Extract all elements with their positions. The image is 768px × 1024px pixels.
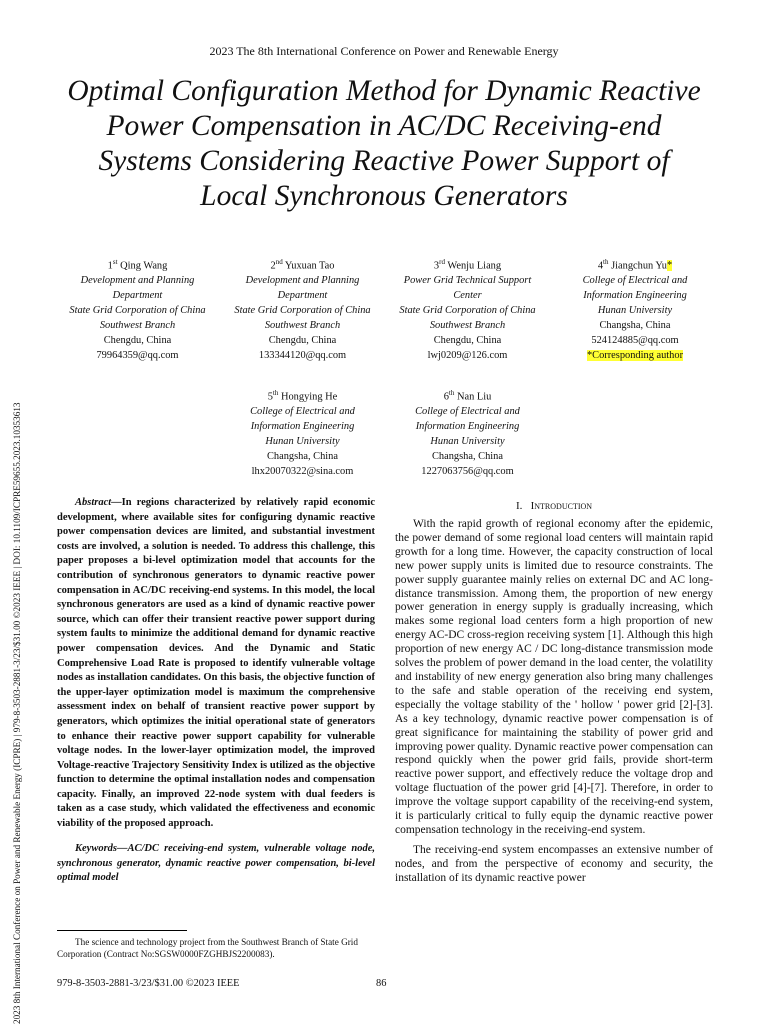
- title-line: Power Compensation in AC/DC Receiving-end: [106, 110, 662, 142]
- author-affiliation: Development and Planning: [245, 275, 360, 287]
- paper-title: [40, 74, 728, 214]
- author-block: [385, 386, 550, 479]
- author-organization: State Grid Corporation of China: [234, 305, 371, 317]
- section-heading: [395, 500, 713, 512]
- page-number: 86: [376, 978, 387, 989]
- author-block: [385, 255, 550, 363]
- author-organization: Hunan University: [430, 436, 505, 448]
- author-city: Chengdu, China: [433, 335, 502, 347]
- keywords-text: —AC/DC receiving-end system, vulnerable voltage node, synchronous generator, dynamic reactive power compensation, bi-level optimal model: [57, 843, 375, 884]
- author-name: 1st Qing Wang: [107, 258, 168, 272]
- footnote: [57, 936, 375, 960]
- author-organization: Southwest Branch: [429, 320, 506, 332]
- section-title: Introduction: [530, 500, 593, 512]
- author-name: 6th Nan Liu: [443, 389, 492, 403]
- section-number: I.: [515, 500, 523, 512]
- footnote-text: The science and technology project from the Southwest Branch of State Grid Corporation (Contract No:SGSW0000FZGHBJS2200083).: [57, 937, 358, 959]
- author-name: 2nd Yuxuan Tao: [270, 258, 335, 272]
- keywords-label: Keywords: [75, 843, 117, 854]
- copyright-line: 979-8-3503-2881-3/23/$31.00 ©2023 IEEE: [57, 978, 240, 989]
- abstract: [57, 496, 375, 832]
- author-affiliation: Information Engineering: [415, 421, 520, 433]
- author-affiliation: Center: [453, 290, 482, 302]
- author-affiliation: Department: [112, 290, 163, 302]
- corresponding-author-note: *Corresponding author: [586, 350, 684, 362]
- title-line: Systems Considering Reactive Power Support of: [98, 145, 670, 177]
- body-paragraph: With the rapid growth of regional economy after the epidemic, the power demand of some regional load centers will maintain rapid growth for a long time. However, the capacity construction of local new power supply units is limited due to resource constraints. The power supply guarantee mainly relies on external DC and AC long-distance transmission. Among them, the proportion of new energy power generation in energy supply is gradually increasing, which makes some regional load centers form a high proportion of new energy AC-DC cross-region receiving system [1]. Although this high proportion of new energy AC / DC long-distance transmission mode solves the problem of power demand in the load center, the volatility and instability of new energy generation also bring many challenges to the safe and stable operation of the receiving end system, especially the voltage stability of the ' hollow ' power grid [2]-[3]. As a key technology, dynamic reactive power compensation is of great significance for maintaining the stability of power grid and improving power quality. Dynamic reactive power compensation can respond quickly when the power grid fails, provide short-term reactive power support, and effectively reduce the voltage drop and voltage fluctuation of the power grid [4]-[7]. Therefore, in order to improve the voltage support capability of the receiving-end system, it is particularly critical to fully equip the dynamic reactive power compensation technology in the receiving-end system.: [395, 518, 713, 836]
- author-city: Changsha, China: [432, 451, 503, 463]
- title-line: Local Synchronous Generators: [200, 180, 568, 212]
- author-affiliation: College of Electrical and: [250, 406, 355, 418]
- author-affiliation: Department: [277, 290, 328, 302]
- abstract-text: —In regions characterized by relatively rapid economic development, where available sites for configuring dynamic reactive power compensation devices are limited, and substantial investment costs are involved, a solution is needed. To address this challenge, this paper proposes a bi-level optimization model that accounts for the contribution of synchronous generators to dynamic reactive power compensation in AC/DC receiving-end systems. In this model, the local synchronous generators are used as a kind of dynamic reactive power source, which can offer their transient reactive power support during system faults to minimize the additional demand for dynamic reactive power compensation devices. And the Dynamic and Static Comprehensive Load Rate is proposed to identify vulnerable voltage nodes as installation candidates. On this basis, the objective function of the upper-layer optimization model is maximum the comprehensive assessment index on behalf of transient reactive power support by generators, which optimizes the initial operational state of generators to enhance their reactive power support capability for vulnerable voltage nodes. In the lower-layer optimization model, the improved Voltage-reactive Trajectory Sensitivity Index is utilized as the objective function to determine the optimal installation nodes and compensation capacity. Finally, an improved 22-node system with dual feeders is taken as a case study, which validated the effectiveness and economic viability of the proposed approach.: [57, 497, 375, 830]
- author-name: 5th Hongying He: [267, 389, 338, 403]
- author-affiliation: College of Electrical and: [582, 275, 688, 287]
- author-organization: Hunan University: [597, 305, 673, 317]
- title-line: Optimal Configuration Method for Dynamic Reactive: [67, 75, 701, 107]
- author-block: [550, 255, 720, 363]
- author-name: 4th Jiangchun Yu*: [597, 258, 673, 272]
- author-city: Chengdu, China: [268, 335, 337, 347]
- author-organization: Hunan University: [265, 436, 340, 448]
- abstract-label: Abstract: [75, 497, 112, 508]
- author-name: 3rd Wenju Liang: [433, 258, 502, 272]
- conference-header: 2023 The 8th International Conference on Power and Renewable Energy: [209, 44, 559, 58]
- keywords: [57, 842, 375, 886]
- author-email[interactable]: 524124885@qq.com: [591, 335, 679, 347]
- author-organization: Southwest Branch: [99, 320, 176, 332]
- doi-sidebar: 2023 8th International Conference on Power and Renewable Energy (ICPRE) | 979-8-3503-2881-3/23/$31.00 ©2023 IEEE | DOI: 10.1109/ICPRE59655.2023.10353613: [12, 402, 22, 1024]
- author-affiliation: College of Electrical and: [415, 406, 520, 418]
- author-city: Changsha, China: [267, 451, 338, 463]
- author-email[interactable]: 133344120@qq.com: [258, 350, 347, 362]
- author-affiliation: Power Grid Technical Support: [403, 275, 532, 287]
- author-email[interactable]: 1227063756@qq.com: [421, 466, 514, 478]
- corresponding-mark: *: [666, 260, 673, 272]
- author-organization: State Grid Corporation of China: [69, 305, 206, 317]
- author-affiliation: Information Engineering: [250, 421, 355, 433]
- author-organization: State Grid Corporation of China: [399, 305, 536, 317]
- author-affiliation: Information Engineering: [583, 290, 687, 302]
- author-affiliation: Development and Planning: [80, 275, 195, 287]
- author-email[interactable]: 79964359@qq.com: [96, 350, 179, 362]
- introduction-body: [395, 518, 713, 886]
- body-paragraph: The receiving-end system encompasses an extensive number of nodes, and from the perspective of economy and security, the installation of its dynamic reactive power: [395, 843, 713, 884]
- author-city: Changsha, China: [599, 320, 671, 332]
- author-city: Chengdu, China: [103, 335, 172, 347]
- author-block: [220, 386, 385, 479]
- author-block: [55, 255, 220, 363]
- author-email[interactable]: lwj0209@126.com: [427, 350, 508, 362]
- author-email[interactable]: lhx20070322@sina.com: [251, 466, 354, 478]
- author-organization: Southwest Branch: [264, 320, 341, 332]
- footnote-rule: [57, 930, 187, 931]
- author-block: [220, 255, 385, 363]
